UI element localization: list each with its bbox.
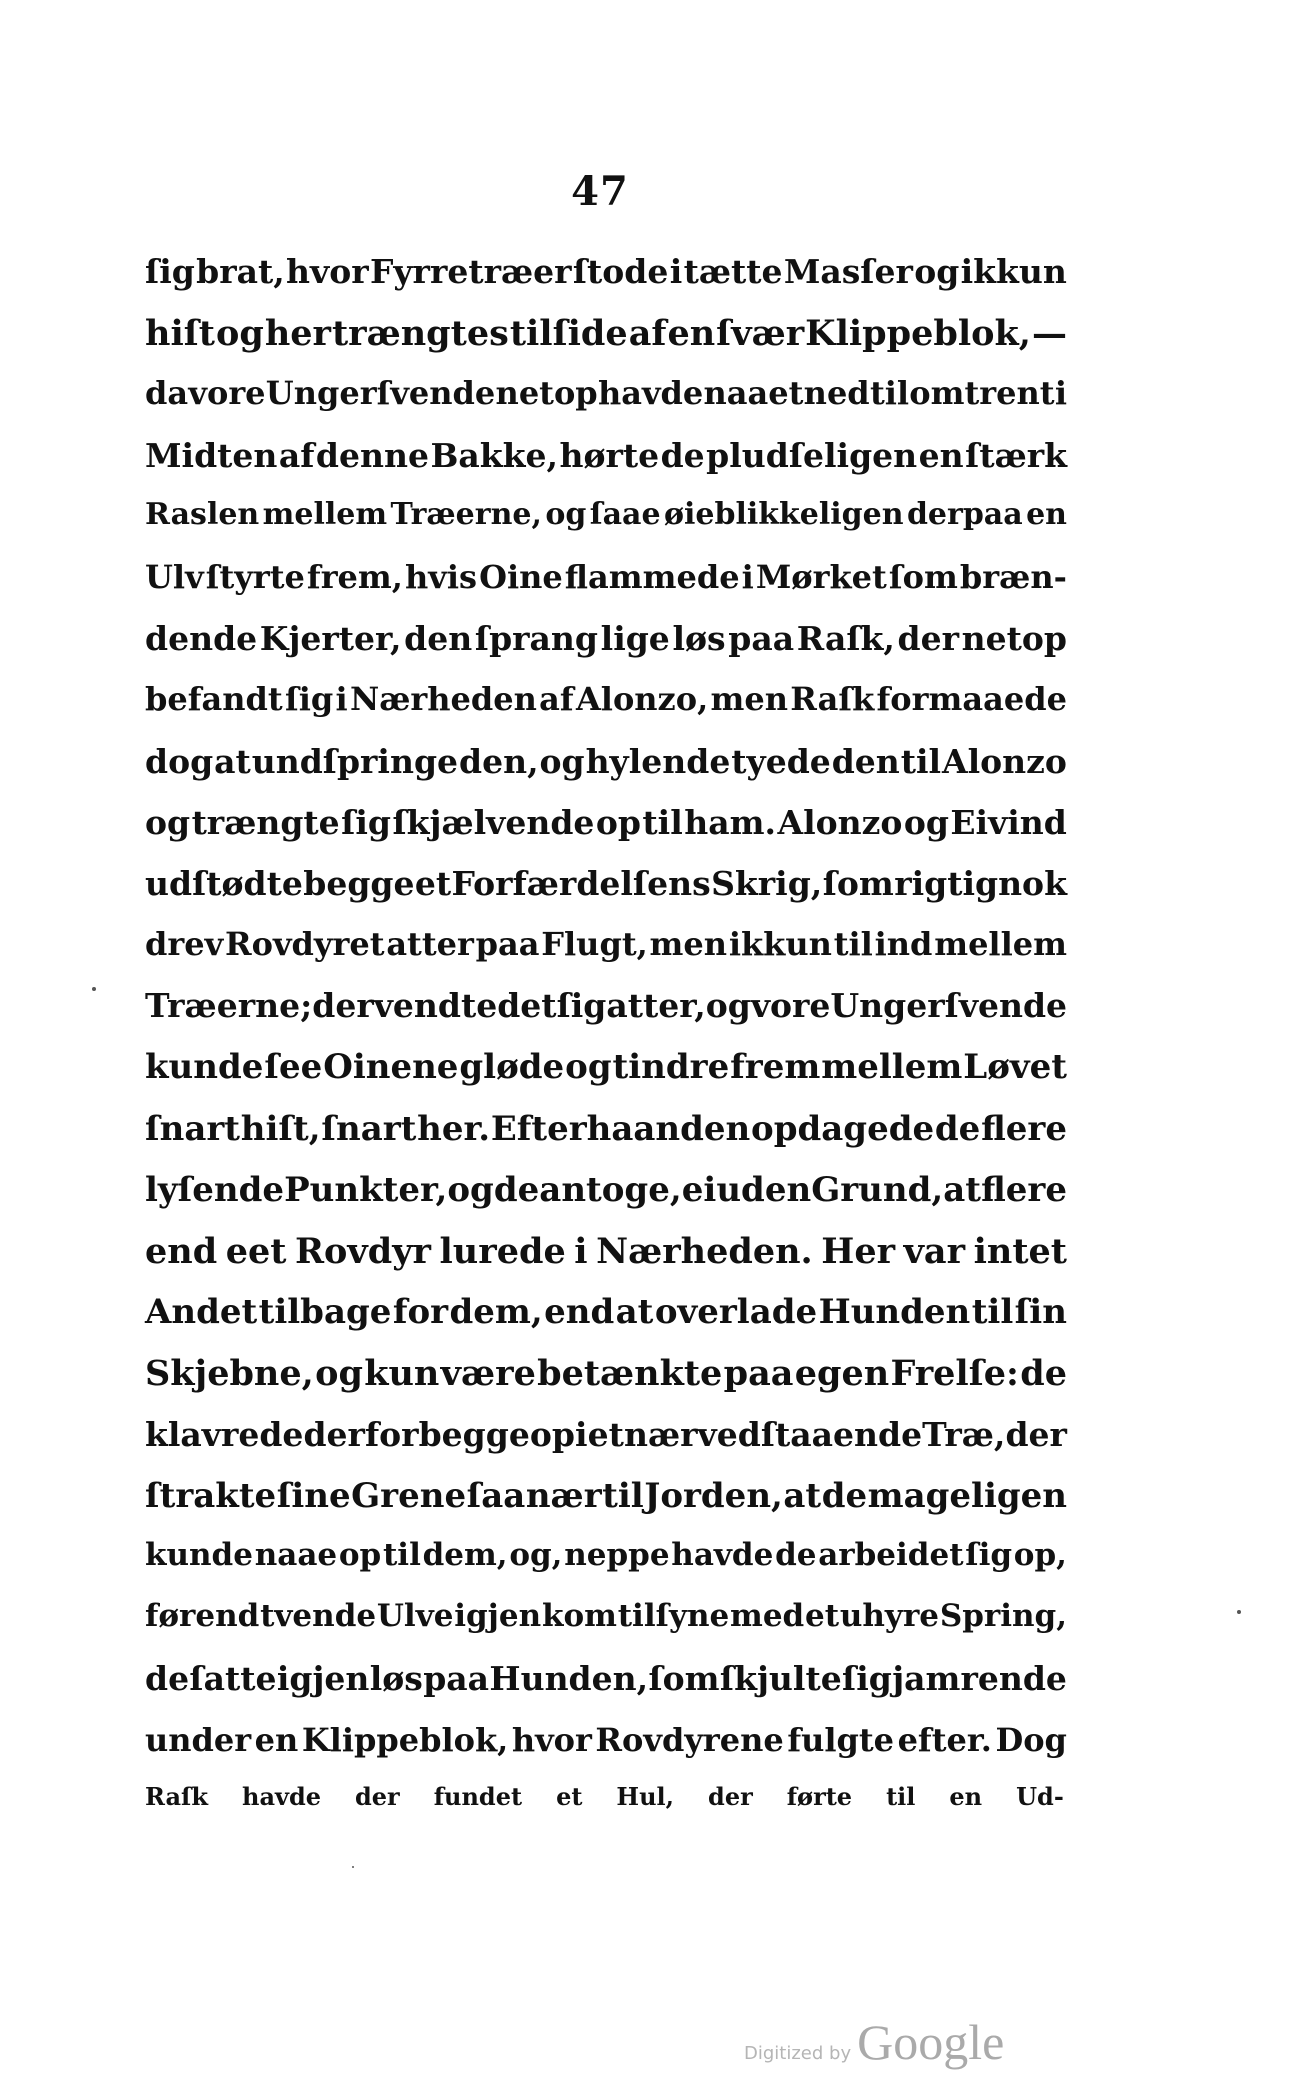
word: overlade <box>654 1292 818 1333</box>
word: paa <box>728 619 795 659</box>
word: Oinene <box>323 1047 459 1088</box>
word: Eivind <box>950 802 1067 842</box>
word: mellem <box>821 1047 963 1088</box>
word: den <box>831 741 900 781</box>
text-line <box>145 1598 1067 1659</box>
word: var <box>903 1231 966 1272</box>
word: til <box>642 802 683 842</box>
word: en <box>667 313 716 355</box>
word: Træ, <box>922 1414 1006 1454</box>
word: for <box>392 1292 449 1333</box>
word: havde <box>671 1536 774 1573</box>
word: de <box>493 1169 540 1210</box>
text-line <box>145 1170 1067 1231</box>
word: eet <box>225 1231 287 1272</box>
word: kom <box>541 1598 617 1635</box>
word: ſin <box>1014 1292 1067 1333</box>
word: Raſk <box>145 1781 208 1811</box>
word: tætte <box>683 252 783 291</box>
word: med <box>730 1598 805 1635</box>
text-line <box>145 1721 1067 1782</box>
word: Mørket <box>755 557 887 596</box>
word: ſtode <box>572 252 669 291</box>
text-line <box>145 864 1067 925</box>
word: omtrent <box>909 374 1055 413</box>
word: begge <box>303 863 415 903</box>
word: kunde <box>145 1536 253 1573</box>
word: dende <box>145 619 258 659</box>
word: flammede <box>564 557 740 596</box>
word: ſig <box>842 1659 892 1699</box>
word: flere <box>981 1169 1067 1210</box>
word: begge <box>418 1414 530 1454</box>
word: ind <box>874 925 933 964</box>
word: jamrende <box>892 1659 1067 1699</box>
text-line <box>145 313 1067 374</box>
word: og <box>215 313 264 355</box>
word: men <box>710 680 788 719</box>
text-line <box>145 803 1067 864</box>
word: Ungerſvende <box>830 986 1068 1026</box>
word: nærved <box>623 1414 761 1454</box>
word: Bakke, <box>430 435 558 475</box>
word: intet <box>973 1231 1067 1272</box>
word: ſatte <box>189 1659 277 1699</box>
word: Oine <box>479 557 563 596</box>
word: ſig <box>965 1536 1013 1573</box>
word: her. <box>417 1108 491 1149</box>
word: og <box>539 741 585 781</box>
word: kunde <box>145 1047 264 1088</box>
word: Frelſe: <box>890 1353 1019 1395</box>
text-line <box>145 497 1067 558</box>
word: Raſk <box>790 680 875 719</box>
word: Masſer <box>783 252 913 291</box>
text-line <box>145 1782 1067 1843</box>
word: der <box>897 619 960 659</box>
word: Hunden <box>818 1292 971 1333</box>
word: Træerne, <box>390 496 542 532</box>
word: fundet <box>433 1781 523 1811</box>
word: flere <box>981 1108 1067 1149</box>
word: af <box>628 313 667 355</box>
word: det <box>497 986 557 1026</box>
page-number: 47 <box>571 168 629 215</box>
word: formaaede <box>876 680 1067 719</box>
text-line <box>145 1476 1067 1537</box>
text-line <box>145 619 1067 680</box>
word: tilſide <box>509 313 628 355</box>
word: op <box>595 802 641 842</box>
word: Flugt, <box>541 925 648 964</box>
word: løs <box>369 1659 423 1699</box>
word: frem, <box>306 557 403 596</box>
word: gløde <box>459 1047 565 1088</box>
word: ham. <box>684 802 776 842</box>
word: Ulv <box>145 557 204 596</box>
word: til <box>971 1292 1014 1333</box>
word: af <box>539 680 574 719</box>
word: og <box>705 986 751 1026</box>
word: de <box>1020 1353 1067 1395</box>
word: lyſende <box>145 1169 285 1210</box>
word: til <box>900 741 942 781</box>
word: Efterhaanden <box>490 1108 751 1149</box>
word: Dog <box>995 1720 1067 1759</box>
word: kun <box>364 1353 440 1395</box>
word: hiſt, <box>240 1108 321 1149</box>
word: trængtes <box>332 313 509 355</box>
word: naaet <box>703 374 804 413</box>
word: Raslen <box>145 496 260 532</box>
word: Nærheden. <box>596 1231 813 1272</box>
word: og <box>914 252 960 291</box>
word: igjen <box>454 1598 542 1635</box>
word: til <box>382 1536 421 1573</box>
word: neppe <box>564 1536 670 1573</box>
word: hvor <box>286 252 369 291</box>
word: øieblikkeligen <box>663 496 904 532</box>
word: Raſk, <box>796 619 895 659</box>
word: ſom <box>888 557 958 596</box>
word: Fyrretræer <box>369 252 572 291</box>
word: dem, <box>422 1536 508 1573</box>
word: at <box>615 1292 654 1333</box>
word: Træerne; <box>145 986 313 1026</box>
word: rigtignok <box>894 863 1067 903</box>
word: i <box>575 1414 588 1454</box>
word: atter <box>386 925 474 964</box>
word: mellem <box>934 925 1067 964</box>
word: og <box>565 1047 612 1088</box>
word: vore <box>188 374 266 413</box>
word: hiſt <box>145 313 215 355</box>
word: en <box>254 1720 299 1759</box>
word: ſom <box>648 1659 720 1699</box>
word: uden <box>716 1169 812 1210</box>
word: frem <box>730 1047 821 1088</box>
word: der <box>708 1781 753 1811</box>
text-line <box>145 374 1067 435</box>
word: ei <box>681 1169 717 1210</box>
word: førte <box>786 1781 853 1811</box>
word: Grund, <box>811 1169 944 1210</box>
text-line <box>145 986 1067 1047</box>
word: der <box>355 1781 400 1811</box>
word: op <box>338 1536 382 1573</box>
word: arbeidet <box>818 1536 964 1573</box>
word: opdagede <box>751 1108 935 1149</box>
word: drev <box>145 925 224 964</box>
word: Ud- <box>1016 1781 1064 1811</box>
word: i <box>574 1231 588 1272</box>
text-block <box>145 252 1067 1843</box>
word: ſig <box>284 680 334 719</box>
word: ſaa <box>466 1475 526 1516</box>
word: op <box>529 1414 575 1454</box>
word: hylende <box>585 741 731 781</box>
word: ſnart <box>321 1108 417 1149</box>
word: og, <box>509 1536 563 1573</box>
word: egen <box>794 1353 890 1395</box>
word: Alonzo <box>777 802 903 842</box>
word: et <box>414 863 452 903</box>
word: klavrede <box>145 1414 304 1454</box>
word: Hunden, <box>489 1659 649 1699</box>
ink-speck <box>92 987 96 991</box>
word: betænkte <box>537 1353 723 1395</box>
word: ſig <box>145 252 195 291</box>
word: efter. <box>897 1720 992 1759</box>
word: ned <box>803 374 870 413</box>
word: at <box>783 1475 822 1516</box>
word: de <box>821 1475 868 1516</box>
word: ſvær <box>716 313 805 355</box>
word: Alonzo <box>942 741 1067 781</box>
word: Alonzo, <box>575 680 709 719</box>
word: ikkun <box>960 252 1067 291</box>
word: Spring, <box>939 1598 1067 1635</box>
word: de <box>660 435 705 475</box>
word: førend <box>145 1598 260 1635</box>
word: den, <box>459 741 539 781</box>
word: Løvet <box>963 1047 1067 1088</box>
word: ſtaaende <box>760 1414 923 1454</box>
word: Midten <box>145 435 278 475</box>
word: og <box>145 802 191 842</box>
word: Rovdyrene <box>595 1720 784 1759</box>
word: at <box>214 741 251 781</box>
word: til <box>886 1781 916 1811</box>
word: et <box>556 1781 583 1811</box>
word: denne <box>315 435 429 475</box>
word: ſprang <box>474 619 598 659</box>
word: den <box>404 619 473 659</box>
word: ſtrakte <box>145 1475 277 1516</box>
text-line <box>145 1415 1067 1476</box>
word: løs <box>672 619 726 659</box>
text-line <box>145 1109 1067 1170</box>
word: en <box>918 435 964 475</box>
word: de <box>775 1536 817 1573</box>
text-line <box>145 436 1067 497</box>
word: lige <box>600 619 670 659</box>
word: fulgte <box>787 1720 895 1759</box>
word: hvis <box>404 557 477 596</box>
word: trængte <box>191 802 340 842</box>
word: Ulve <box>376 1598 454 1635</box>
word: derpaa <box>906 496 1023 532</box>
word: der <box>1005 1414 1067 1454</box>
word: et <box>587 1414 624 1454</box>
word: og <box>903 802 949 842</box>
word: de <box>145 1659 190 1699</box>
word: antoge, <box>539 1169 682 1210</box>
word: netop <box>495 374 598 413</box>
word: dog <box>145 741 214 781</box>
word: mageligen <box>867 1475 1067 1516</box>
word: Klippeblok, <box>805 313 1031 355</box>
word: derfor <box>303 1414 419 1454</box>
word: i <box>1054 374 1067 413</box>
word: igjen <box>276 1659 370 1699</box>
word: mellem <box>262 496 388 532</box>
word: under <box>145 1720 252 1759</box>
word: ikkun <box>728 925 832 964</box>
word: ſaae <box>589 496 661 532</box>
google-watermark <box>744 2013 1004 2071</box>
word: i <box>335 680 348 719</box>
word: Hul, <box>616 1781 675 1811</box>
word: paa <box>723 1353 794 1395</box>
word: havde <box>242 1781 321 1811</box>
word: undſpringe <box>251 741 459 781</box>
word: være <box>440 1353 536 1395</box>
word: hørte <box>559 435 660 475</box>
word: af <box>278 435 315 475</box>
word: Skjebne, <box>145 1353 314 1395</box>
word: naae <box>254 1536 338 1573</box>
word: brat, <box>196 252 285 291</box>
word: Punkter, <box>284 1169 448 1210</box>
word: Rovdyret <box>225 925 385 964</box>
word: ſkjulte <box>719 1659 842 1699</box>
word: ſnart <box>145 1108 240 1149</box>
text-line <box>145 558 1067 619</box>
word: paa <box>475 925 540 964</box>
word: ſkjælvende <box>392 802 595 842</box>
word: nær <box>525 1475 602 1516</box>
word: Jorden, <box>644 1475 783 1516</box>
word: tilſyne <box>617 1598 730 1635</box>
word: og <box>447 1169 494 1210</box>
word: ſig <box>341 802 391 842</box>
word: Ungerſvende <box>265 374 496 413</box>
word: de <box>934 1108 981 1149</box>
word: ſom <box>822 863 894 903</box>
text-line <box>145 680 1067 741</box>
word: til <box>833 925 873 964</box>
word: end <box>145 1231 218 1272</box>
text-line <box>145 1353 1067 1414</box>
word: en <box>949 1781 983 1811</box>
word: Nærheden <box>349 680 537 719</box>
word: udſtødte <box>145 863 303 903</box>
word: uhyre <box>839 1598 940 1635</box>
word: til <box>869 374 910 413</box>
word: vendte <box>373 986 498 1026</box>
word: pludſeligen <box>706 435 918 475</box>
word: atter, <box>606 986 706 1026</box>
text-line <box>145 1537 1067 1598</box>
word: Forfærdelſens <box>451 863 711 903</box>
word: ſine <box>276 1475 351 1516</box>
word: Klippeblok, <box>301 1720 509 1759</box>
word: ſig <box>556 986 607 1026</box>
word: havde <box>597 374 704 413</box>
word: et <box>805 1598 840 1635</box>
word: ſtærk <box>965 435 1067 475</box>
ink-speck <box>1237 1610 1241 1614</box>
text-line <box>145 925 1067 986</box>
word: her <box>264 313 331 355</box>
watermark-brand: Google <box>857 2014 1005 2070</box>
text-line <box>145 1292 1067 1353</box>
word: befandt <box>145 680 283 719</box>
ink-speck <box>352 1866 354 1868</box>
word: op, <box>1013 1536 1067 1573</box>
word: ſtyrte <box>205 557 305 596</box>
word: Skrig, <box>711 863 823 903</box>
word: og <box>545 496 587 532</box>
text-line <box>145 1047 1067 1108</box>
word: hvor <box>511 1720 592 1759</box>
word: der <box>312 986 374 1026</box>
text-line <box>145 252 1067 313</box>
word: Rovdyr <box>294 1231 431 1272</box>
word: Andet <box>145 1292 258 1333</box>
word: paa <box>423 1659 490 1699</box>
word: ſee <box>264 1047 323 1088</box>
text-line <box>145 1231 1067 1292</box>
word: en <box>1026 496 1067 532</box>
word: lurede <box>439 1231 566 1272</box>
word: tyede <box>731 741 831 781</box>
watermark-prefix: Digitized by <box>744 2043 852 2064</box>
word: at <box>943 1169 982 1210</box>
word: i <box>669 252 683 291</box>
word: til <box>602 1475 644 1516</box>
word: vore <box>750 986 831 1026</box>
word: i <box>741 557 754 596</box>
word: tilbage <box>258 1292 392 1333</box>
text-line <box>145 1659 1067 1720</box>
word: dem, <box>449 1292 543 1333</box>
word: tindre <box>612 1047 730 1088</box>
word: Her <box>821 1231 896 1272</box>
word: tvende <box>260 1598 377 1635</box>
word: — <box>1031 313 1067 355</box>
text-line <box>145 742 1067 803</box>
word: netop <box>961 619 1067 659</box>
word: og <box>315 1353 363 1395</box>
word: da <box>145 374 189 413</box>
word: men <box>649 925 728 964</box>
word: bræn- <box>959 557 1067 596</box>
word: Kjerter, <box>259 619 402 659</box>
word: end <box>544 1292 615 1333</box>
word: Grene <box>351 1475 467 1516</box>
